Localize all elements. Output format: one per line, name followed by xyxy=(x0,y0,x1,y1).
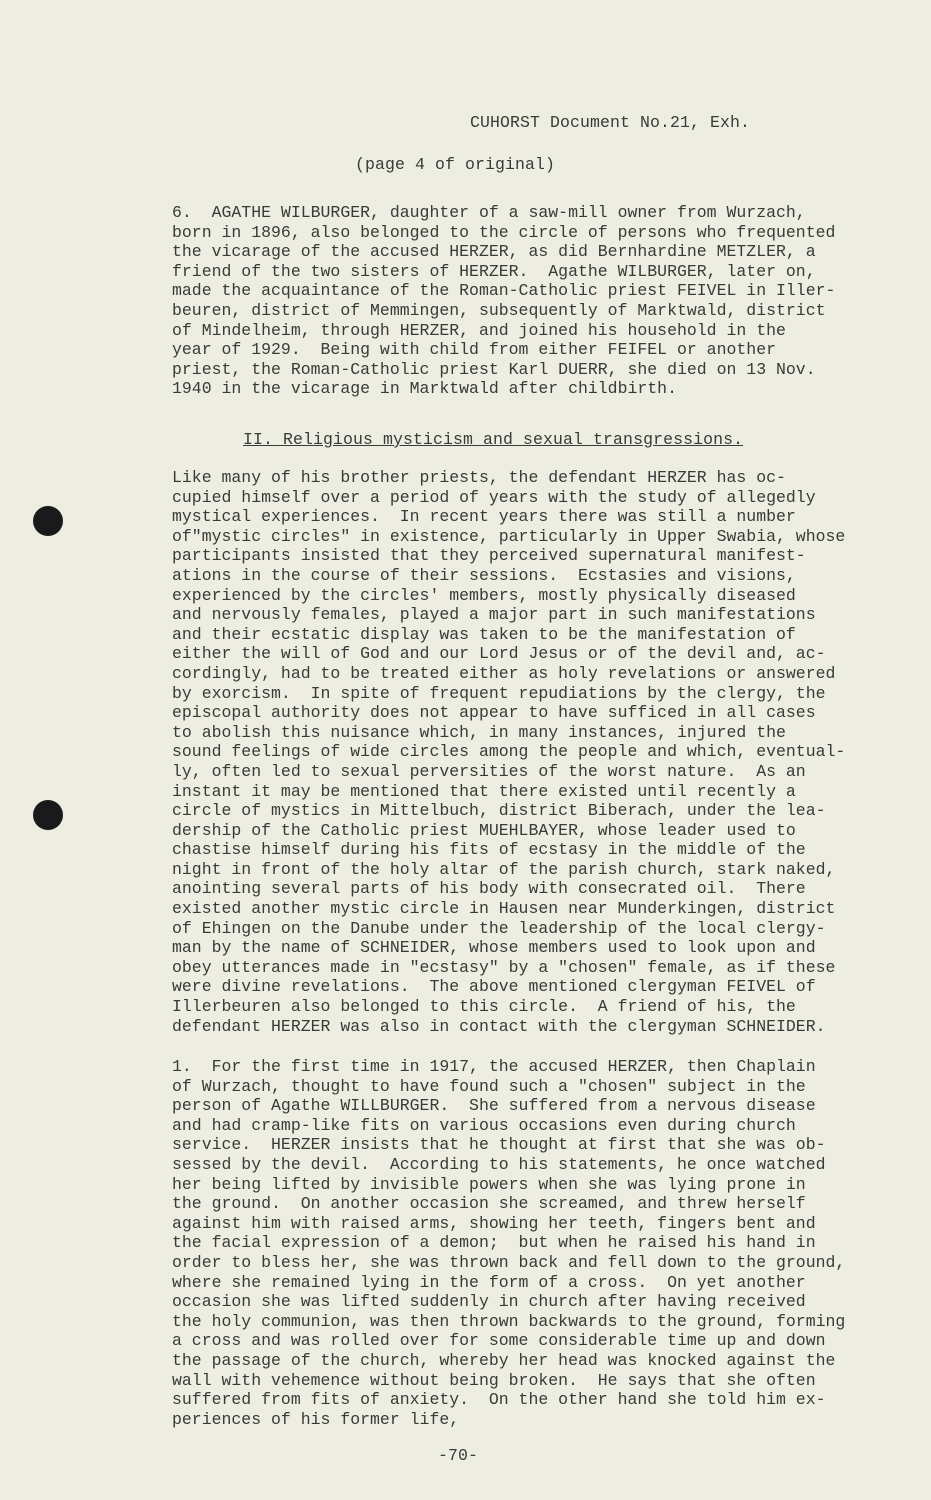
document-reference: CUHORST Document No.21, Exh. xyxy=(470,113,751,132)
text-line: participants insisted that they perceived supernatural manifest- xyxy=(172,546,806,566)
text-line: suffered from fits of anxiety. On the other hand she told him ex- xyxy=(172,1390,826,1410)
text-line: experienced by the circles' members, mostly physically diseased xyxy=(172,585,796,605)
text-line: a cross and was rolled over for some considerable time up and down xyxy=(172,1331,826,1351)
text-line: and their ecstatic display was taken to be the manifestation of xyxy=(172,624,796,644)
text-line: mystical experiences. In recent years there was still a number xyxy=(172,507,796,527)
text-line: obey utterances made in "ecstasy" by a "chosen" female, as if these xyxy=(172,957,836,977)
text-line: beuren, district of Memmingen, subsequently of Marktwald, district xyxy=(172,300,826,320)
paragraph-1 xyxy=(172,1057,845,1429)
text-line: man by the name of SCHNEIDER, whose members used to look upon and xyxy=(172,938,816,958)
text-line: and had cramp-like fits on various occasions even during church xyxy=(172,1115,796,1135)
text-line: 1. For the first time in 1917, the accused HERZER, then Chaplain xyxy=(172,1057,816,1076)
text-line: chastise himself during his fits of ecstasy in the middle of the xyxy=(172,840,806,860)
text-line: 6. AGATHE WILBURGER, daughter of a saw-mill owner from Wurzach, xyxy=(172,203,806,222)
text-line: service. HERZER insists that he thought at first that she was ob- xyxy=(172,1135,826,1155)
text-line: the ground. On another occasion she screamed, and threw herself xyxy=(172,1194,806,1214)
text-line: dership of the Catholic priest MUEHLBAYER, whose leader used to xyxy=(172,820,796,840)
text-line: were divine revelations. The above mentioned clergyman FEIVEL of xyxy=(172,977,816,997)
text-line: the vicarage of the accused HERZER, as did Bernhardine METZLER, a xyxy=(172,242,816,262)
text-line: her being lifted by invisible powers when she was lying prone in xyxy=(172,1174,806,1194)
text-line: either the will of God and our Lord Jesus or of the devil and, ac- xyxy=(172,644,826,664)
text-line: the facial expression of a demon; but when he raised his hand in xyxy=(172,1233,816,1253)
text-line: instant it may be mentioned that there existed until recently a xyxy=(172,781,796,801)
text-line: night in front of the holy altar of the parish church, stark naked, xyxy=(172,859,836,879)
page-number: -70- xyxy=(438,1446,479,1465)
section-heading: II. Religious mysticism and sexual transgressions. xyxy=(243,430,744,449)
text-line: ly, often led to sexual perversities of the worst nature. As an xyxy=(172,761,806,781)
text-line: year of 1929. Being with child from either FEIFEL or another xyxy=(172,340,776,360)
text-line: cordingly, had to be treated either as holy revelations or answered xyxy=(172,663,836,683)
text-line: of Mindelheim, through HERZER, and joined his household in the xyxy=(172,320,786,340)
text-line: of Wurzach, thought to have found such a "chosen" subject in the xyxy=(172,1076,806,1096)
text-line: circle of mystics in Mittelbuch, district Biberach, under the lea- xyxy=(172,801,826,821)
text-line: where she remained lying in the form of a cross. On yet another xyxy=(172,1272,806,1292)
text-line: occasion she was lifted suddenly in church after having received xyxy=(172,1292,806,1312)
text-line: periences of his former life, xyxy=(172,1409,460,1429)
punch-hole-top xyxy=(33,506,63,536)
text-line: friend of the two sisters of HERZER. Agathe WILBURGER, later on, xyxy=(172,261,816,281)
paragraph-6 xyxy=(172,203,835,399)
text-line: of"mystic circles" in existence, particularly in Upper Swabia, whose xyxy=(172,526,846,546)
text-line: the passage of the church, whereby her head was knocked against the xyxy=(172,1350,836,1370)
text-line: the holy communion, was then thrown backwards to the ground, forming xyxy=(172,1311,846,1331)
text-line: person of Agathe WILLBURGER. She suffered from a nervous disease xyxy=(172,1096,816,1116)
text-line: made the acquaintance of the Roman-Catholic priest FEIVEL in Iller- xyxy=(172,281,836,301)
text-line: born in 1896, also belonged to the circle of persons who frequented xyxy=(172,222,836,242)
paragraph-intro xyxy=(172,468,845,1036)
text-line: sessed by the devil. According to his statements, he once watched xyxy=(172,1154,826,1174)
text-line: 1940 in the vicarage in Marktwald after childbirth. xyxy=(172,379,677,399)
text-line: anointing several parts of his body with consecrated oil. There xyxy=(172,879,806,899)
text-line: and nervously females, played a major part in such manifestations xyxy=(172,605,816,625)
text-line: by exorcism. In spite of frequent repudiations by the clergy, the xyxy=(172,683,826,703)
text-line: wall with vehemence without being broken. He says that she often xyxy=(172,1370,816,1390)
punch-hole-bottom xyxy=(33,800,63,830)
text-line: episcopal authority does not appear to have sufficed in all cases xyxy=(172,703,816,723)
text-line: against him with raised arms, showing her teeth, fingers bent and xyxy=(172,1213,816,1233)
text-line: Like many of his brother priests, the defendant HERZER has oc- xyxy=(172,468,786,487)
text-line: cupied himself over a period of years with the study of allegedly xyxy=(172,487,816,507)
text-line: order to bless her, she was thrown back and fell down to the ground, xyxy=(172,1252,846,1272)
text-line: of Ehingen on the Danube under the leadership of the local clergy- xyxy=(172,918,826,938)
text-line: Illerbeuren also belonged to this circle. A friend of his, the xyxy=(172,997,796,1017)
text-line: sound feelings of wide circles among the people and which, eventual- xyxy=(172,742,846,762)
text-line: to abolish this nuisance which, in many instances, injured the xyxy=(172,722,786,742)
text-line: defendant HERZER was also in contact with the clergyman SCHNEIDER. xyxy=(172,1016,826,1036)
page-reference: (page 4 of original) xyxy=(355,155,556,174)
text-line: priest, the Roman-Catholic priest Karl DUERR, she died on 13 Nov. xyxy=(172,359,816,379)
text-line: existed another mystic circle in Hausen near Munderkingen, district xyxy=(172,899,836,919)
text-line: ations in the course of their sessions. Ecstasies and visions, xyxy=(172,565,796,585)
